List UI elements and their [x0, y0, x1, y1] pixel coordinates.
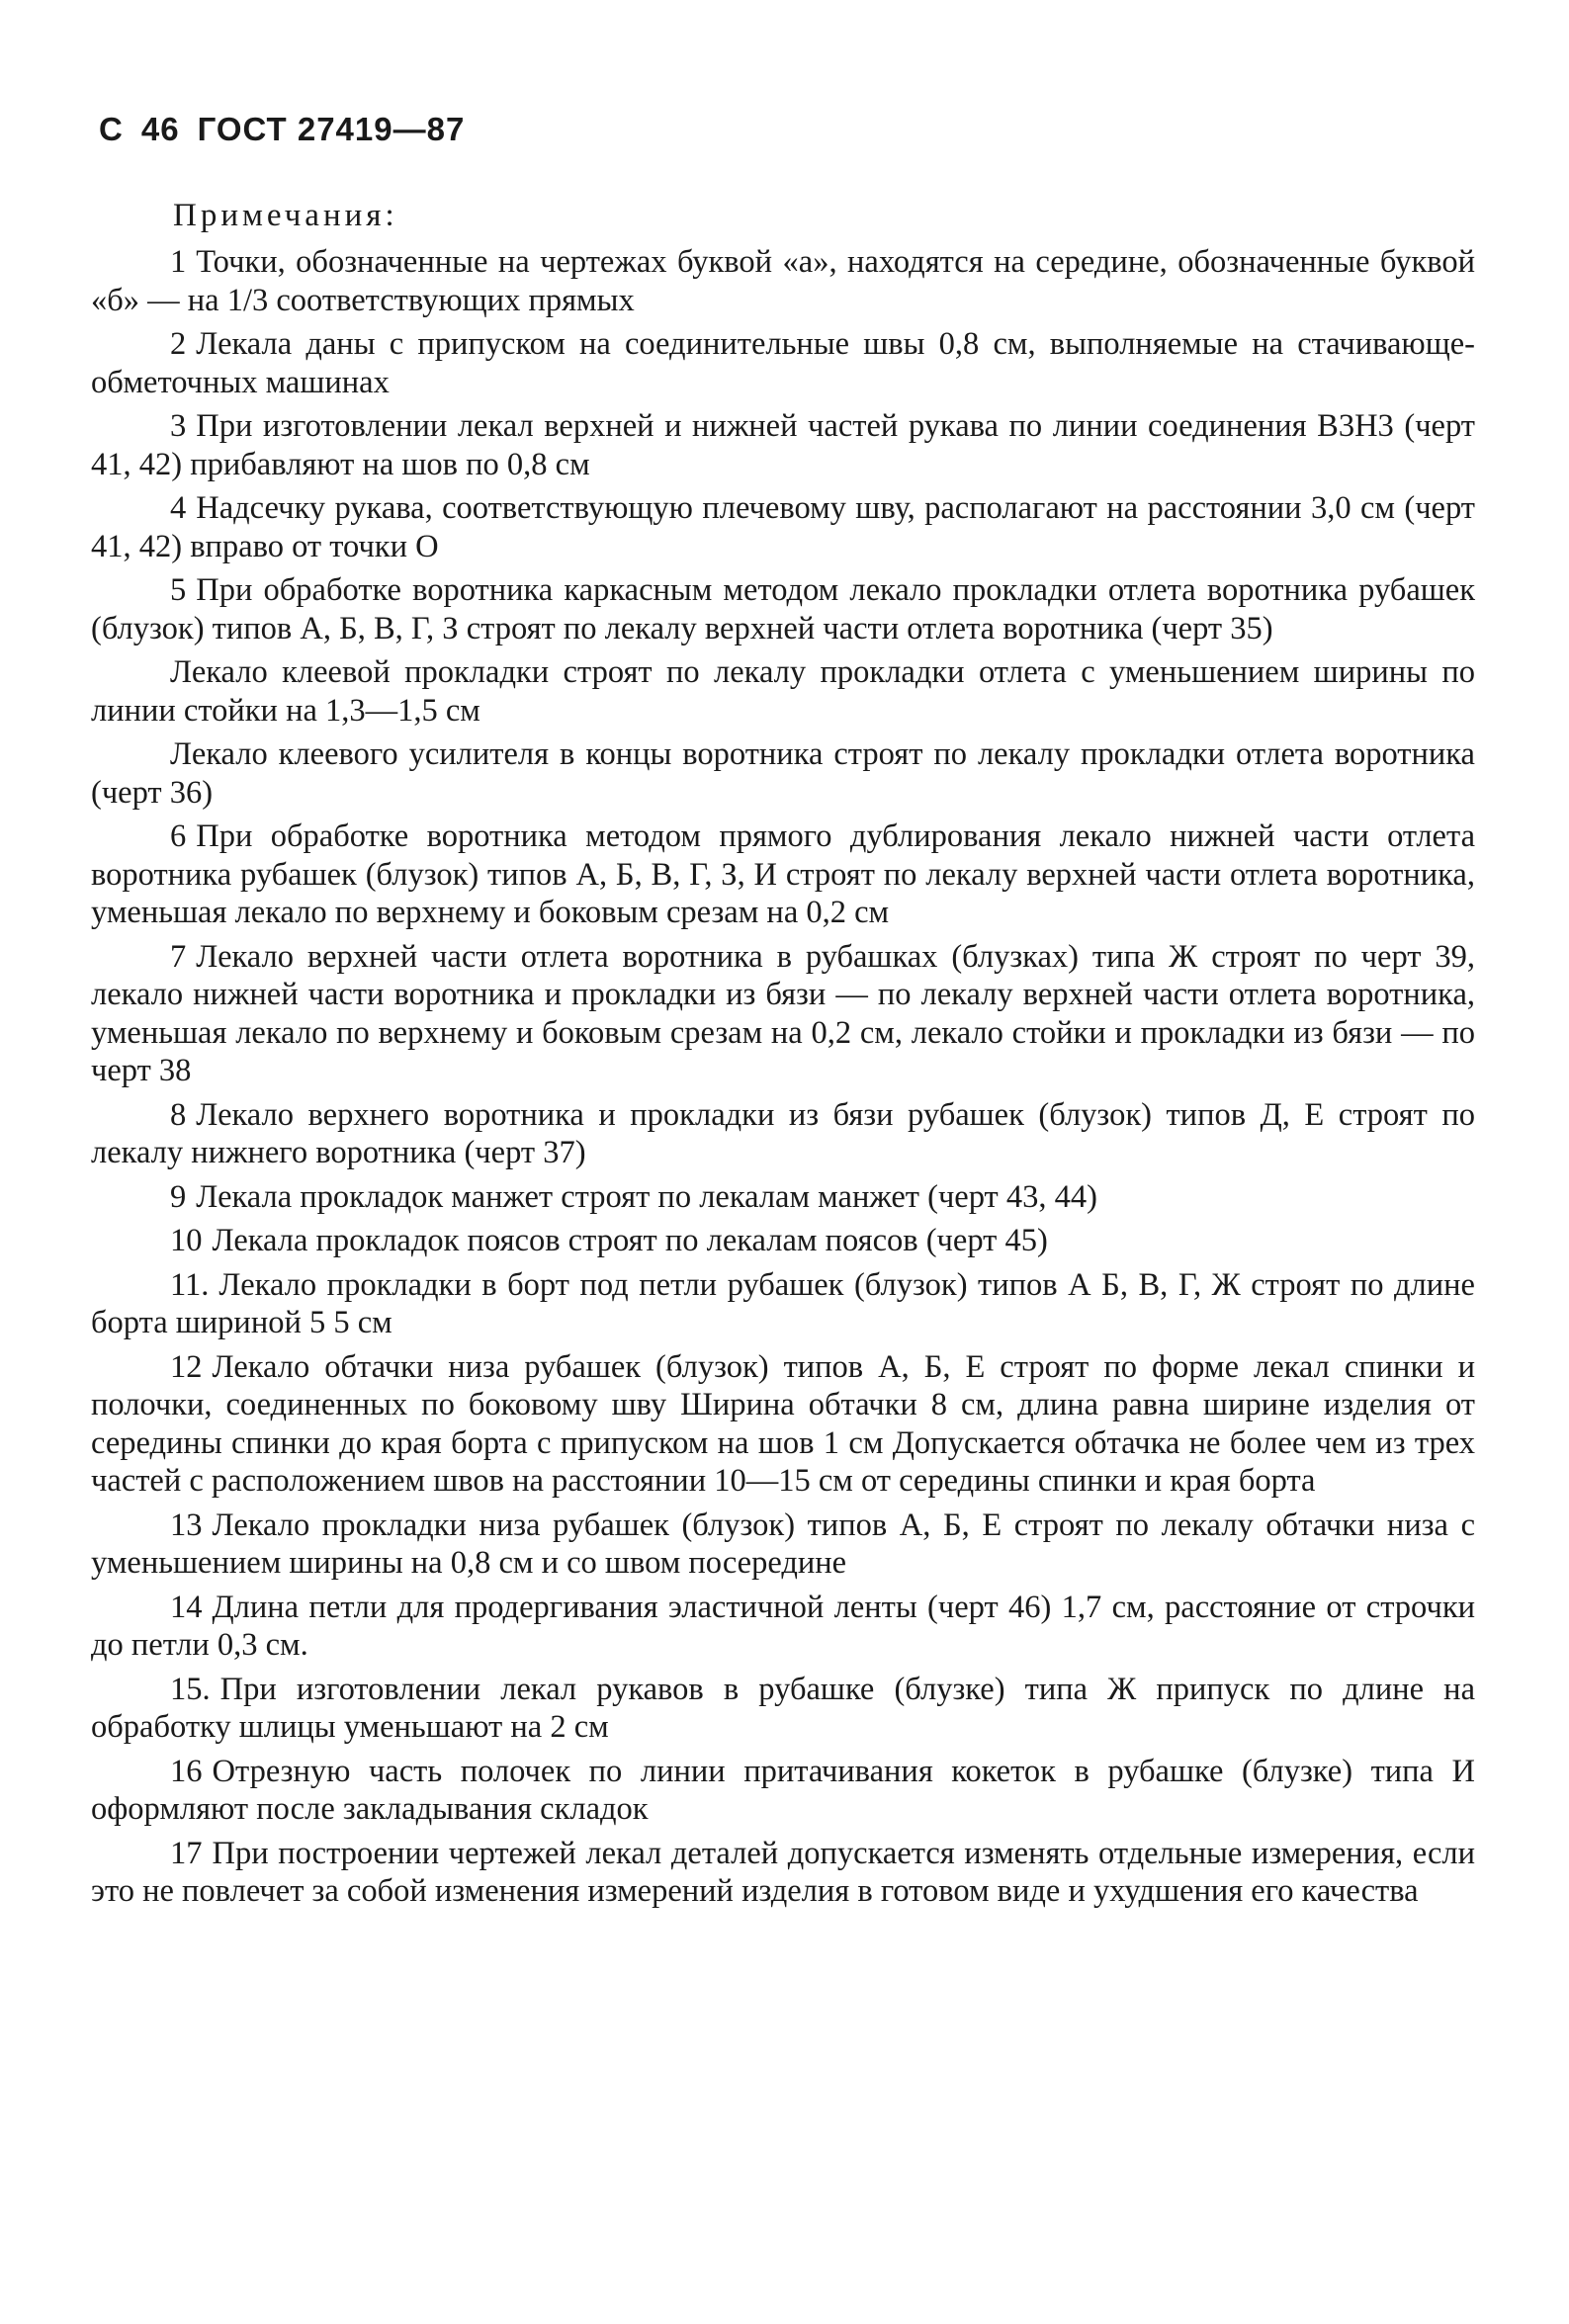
note-number: 10	[170, 1223, 203, 1258]
note-paragraph	[91, 1222, 1475, 1260]
standard-code: ГОСТ 27419—87	[197, 111, 466, 147]
note-paragraph	[91, 1753, 1475, 1829]
note-number: 7	[170, 938, 187, 975]
note-text: Лекало обтачки низа рубашек (блузок) типов А, Б, Е строят по форме лекал спинки и полочки, соединенных по боковому шву Ширина обтачки 8 см, длина равна ширине изделия от середины спинки до края борта с припуском на шов 1 см Допускается обтачка не более чем из трех частей с расположением швов на расстоянии 10—15 см от середины спинки и края борта	[91, 1348, 1475, 1499]
note-text: Лекало клеевого усилителя в концы воротника строят по лекалу прокладки отлета воротника (черт 36)	[91, 736, 1475, 811]
note-text: Лекала даны с припуском на соединительные швы 0,8 см, выполняемые на стачивающе-обметочных машинах	[91, 326, 1475, 400]
note-paragraph	[91, 735, 1475, 812]
note-text: Лекало прокладки низа рубашек (блузок) типов А, Б, Е строят по лекалу обтачки низа с уменьшением ширины на 0,8 см и со швом посередине	[91, 1506, 1475, 1581]
note-paragraph	[91, 489, 1475, 565]
note-number: 3	[170, 408, 187, 444]
note-paragraph	[91, 1178, 1475, 1217]
note-number: 2	[170, 326, 187, 362]
note-paragraph	[91, 1506, 1475, 1583]
note-text: Лекало клеевой прокладки строят по лекалу прокладки отлета с уменьшением ширины по линии стойки на 1,3—1,5 см	[91, 654, 1475, 729]
note-paragraph	[91, 653, 1475, 730]
note-paragraph	[91, 1835, 1475, 1911]
note-paragraph	[91, 407, 1475, 483]
note-text: Лекала прокладок поясов строят по лекалам поясов (черт 45)	[212, 1223, 1048, 1258]
note-number: 6	[170, 818, 187, 854]
note-text: При изготовлении лекал верхней и нижней частей рукава по линии соединения В3Н3 (черт 41, 42) прибавляют на шов по 0,8 см	[91, 408, 1475, 482]
note-text: Лекало верхнего воротника и прокладки из бязи рубашек (блузок) типов Д, Е строят по лекалу нижнего воротника (черт 37)	[91, 1096, 1475, 1170]
note-number: 13	[170, 1506, 203, 1543]
note-paragraph	[91, 325, 1475, 401]
note-number: 12	[170, 1348, 203, 1385]
note-paragraph	[91, 1671, 1475, 1747]
note-paragraph	[91, 1348, 1475, 1501]
page-prefix: С	[99, 111, 124, 147]
note-paragraph	[91, 818, 1475, 932]
note-number: 17	[170, 1835, 203, 1871]
note-text: Лекало прокладки в борт под петли рубашек (блузок) типов А Б, В, Г, Ж строят по длине борта шириной 5 5 см	[91, 1266, 1475, 1340]
note-text: Точки, обозначенные на чертежах буквой «а», находятся на середине, обозначенные буквой «б» — на 1/3 соответствующих прямых	[91, 244, 1475, 318]
note-text: При обработке воротника методом прямого дублирования лекало нижней части отлета воротника рубашек (блузок) типов А, Б, В, Г, З, И строят по лекалу верхней части отлета воротника, уменьшая лекало по верхнему и боковым срезам на 0,2 см	[91, 818, 1475, 930]
note-text: При построении чертежей лекал деталей допускается изменять отдельные измерения, если это не повлечет за собой изменения измерений изделия в готовом виде и ухудшения его качества	[91, 1835, 1475, 1909]
note-text: Лекала прокладок манжет строят по лекалам манжет (черт 43, 44)	[196, 1178, 1097, 1215]
note-paragraph	[91, 243, 1475, 319]
note-number: 11.	[170, 1266, 210, 1303]
note-number: 5	[170, 572, 187, 608]
page-number: 46	[140, 111, 180, 147]
note-paragraph	[91, 1096, 1475, 1172]
note-paragraph	[91, 938, 1475, 1090]
note-number: 4	[170, 490, 187, 526]
note-paragraph	[91, 1266, 1475, 1342]
page-header	[99, 111, 482, 148]
note-number: 16	[170, 1753, 203, 1789]
note-text: Лекало верхней части отлета воротника в рубашках (блузках) типа Ж строят по черт 39, лекало нижней части воротника и прокладки из бязи — по лекалу верхней части отлета воротника, уменьшая лекало по верхнему и боковым срезам на 0,2 см, лекало стойки и прокладки из бязи — по черт 38	[91, 938, 1475, 1088]
note-paragraph	[91, 571, 1475, 647]
notes-list	[91, 243, 1475, 1917]
note-text: Длина петли для продергивания эластичной ленты (черт 46) 1,7 см, расстояние от строчки до петли 0,3 см.	[91, 1589, 1475, 1663]
notes-title: Примечания:	[173, 198, 398, 233]
note-number: 8	[170, 1096, 187, 1133]
note-text: При изготовлении лекал рукавов в рубашке (блузке) типа Ж припуск по длине на обработку шлицы уменьшают на 2 см	[91, 1671, 1475, 1745]
note-number: 14	[170, 1589, 203, 1625]
note-paragraph	[91, 1589, 1475, 1665]
note-number: 9	[170, 1178, 187, 1215]
note-number: 1	[170, 244, 187, 280]
note-text: Надсечку рукава, соответствующую плечевому шву, располагают на расстоянии 3,0 см (черт 41, 42) вправо от точки О	[91, 490, 1475, 564]
note-text: Отрезную часть полочек по линии притачивания кокеток в рубашке (блузке) типа И оформляют после закладывания складок	[91, 1753, 1475, 1827]
note-number: 15.	[170, 1671, 211, 1707]
note-text: При обработке воротника каркасным методом лекало прокладки отлета воротника рубашек (блузок) типов А, Б, В, Г, З строят по лекалу верхней части отлета воротника (черт 35)	[91, 572, 1475, 646]
